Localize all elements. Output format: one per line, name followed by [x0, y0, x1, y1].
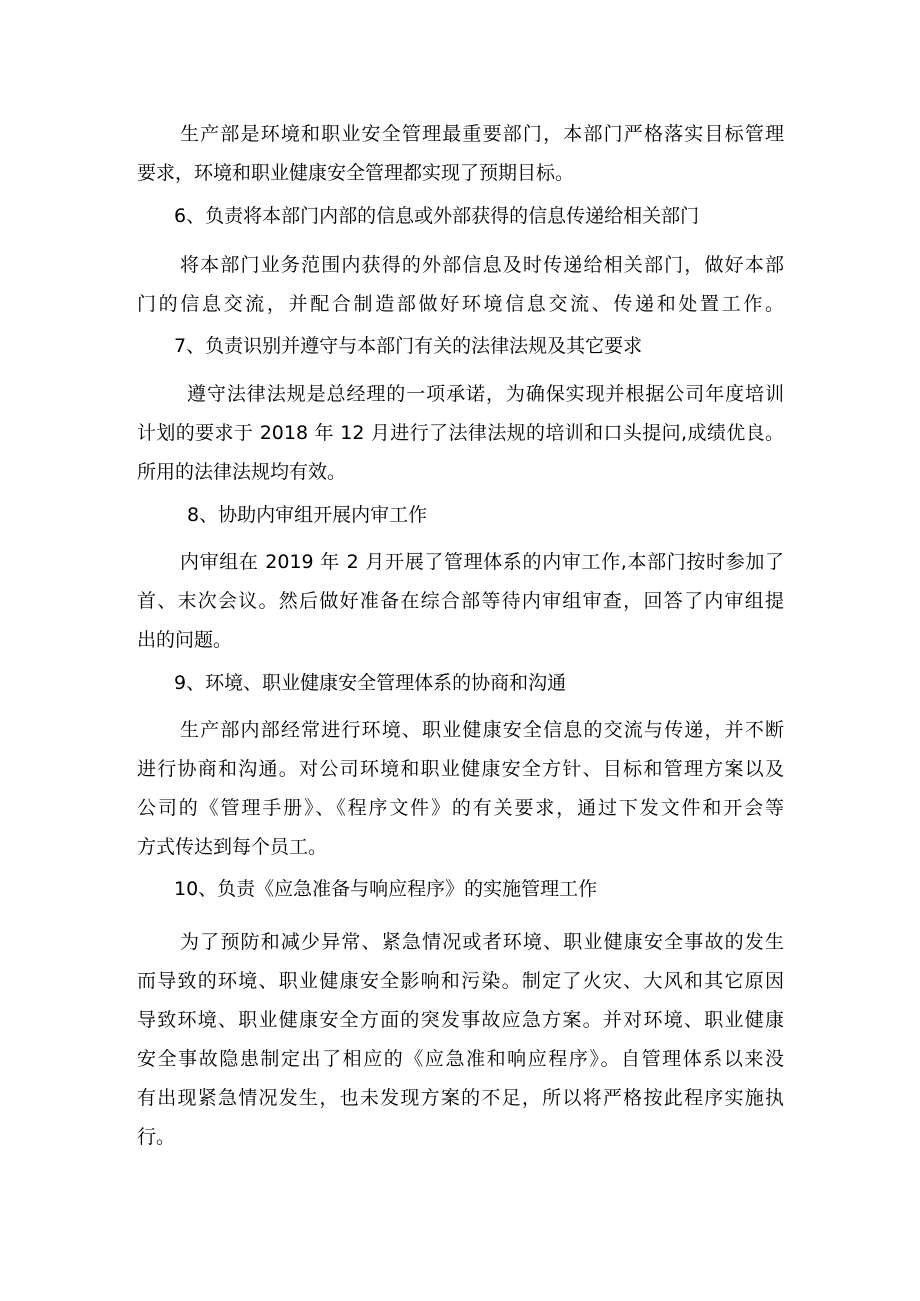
paragraph-line: 遵守法律法规是总经理的一项承诺，为确保实现并根据公司年度培训: [187, 383, 784, 405]
paragraph-line: 出的问题。: [137, 629, 233, 651]
section-heading: 7、负责识别并遵守与本部门有关的法律法规及其它要求: [174, 335, 643, 357]
paragraph-line: 生产部是环境和职业安全管理最重要部门，本部门严格落实目标管理: [180, 123, 784, 145]
paragraph-line: 公司的《管理手册》、《程序文件》的有关要求，通过下发文件和开会等: [137, 797, 784, 819]
section-heading: 8、协助内审组开展内审工作: [187, 504, 428, 526]
paragraph-line: 生产部内部经常进行环境、职业健康安全信息的交流与传递，并不断: [180, 719, 784, 741]
paragraph-line: 而导致的环境、职业健康安全影响和污染。制定了火灾、大风和其它原因: [137, 970, 784, 992]
paragraph-line: 计划的要求于 2018 年 12 月进行了法律法规的培训和口头提问,成绩优良。: [137, 422, 784, 444]
paragraph-line: 门的信息交流，并配合制造部做好环境信息交流、传递和处置工作。: [137, 293, 784, 315]
paragraph-line: 所用的法律法规均有效。: [137, 461, 347, 483]
paragraph-line: 方式传达到每个员工。: [137, 836, 328, 858]
paragraph-line: 进行协商和沟通。对公司环境和职业健康安全方针、目标和管理方案以及: [137, 758, 784, 780]
paragraph-line: 行。: [137, 1126, 176, 1148]
paragraph-line: 有出现紧急情况发生，也未发现方案的不足，所以将严格按此程序实施执: [137, 1087, 784, 1109]
paragraph-line: 将本部门业务范围内获得的外部信息及时传递给相关部门，做好本部: [180, 254, 784, 276]
paragraph-line: 内审组在 2019 年 2 月开展了管理体系的内审工作,本部门按时参加了: [180, 551, 784, 573]
paragraph-line: 为了预防和减少异常、紧急情况或者环境、职业健康安全事故的发生: [180, 931, 784, 953]
section-heading: 10、负责《应急准备与响应程序》的实施管理工作: [174, 878, 598, 900]
section-heading: 9、环境、职业健康安全管理体系的协商和沟通: [174, 672, 567, 694]
paragraph-line: 要求，环境和职业健康安全管理都实现了预期目标。: [137, 162, 575, 184]
paragraph-line: 首、末次会议。然后做好准备在综合部等待内审组审查，回答了内审组提: [137, 590, 784, 612]
paragraph-line: 导致环境、职业健康安全方面的突发事故应急方案。并对环境、职业健康: [137, 1009, 784, 1031]
section-heading: 6、负责将本部门内部的信息或外部获得的信息传递给相关部门: [174, 205, 700, 227]
paragraph-line: 安全事故隐患制定出了相应的《应急准和响应程序》。自管理体系以来没: [137, 1048, 784, 1070]
